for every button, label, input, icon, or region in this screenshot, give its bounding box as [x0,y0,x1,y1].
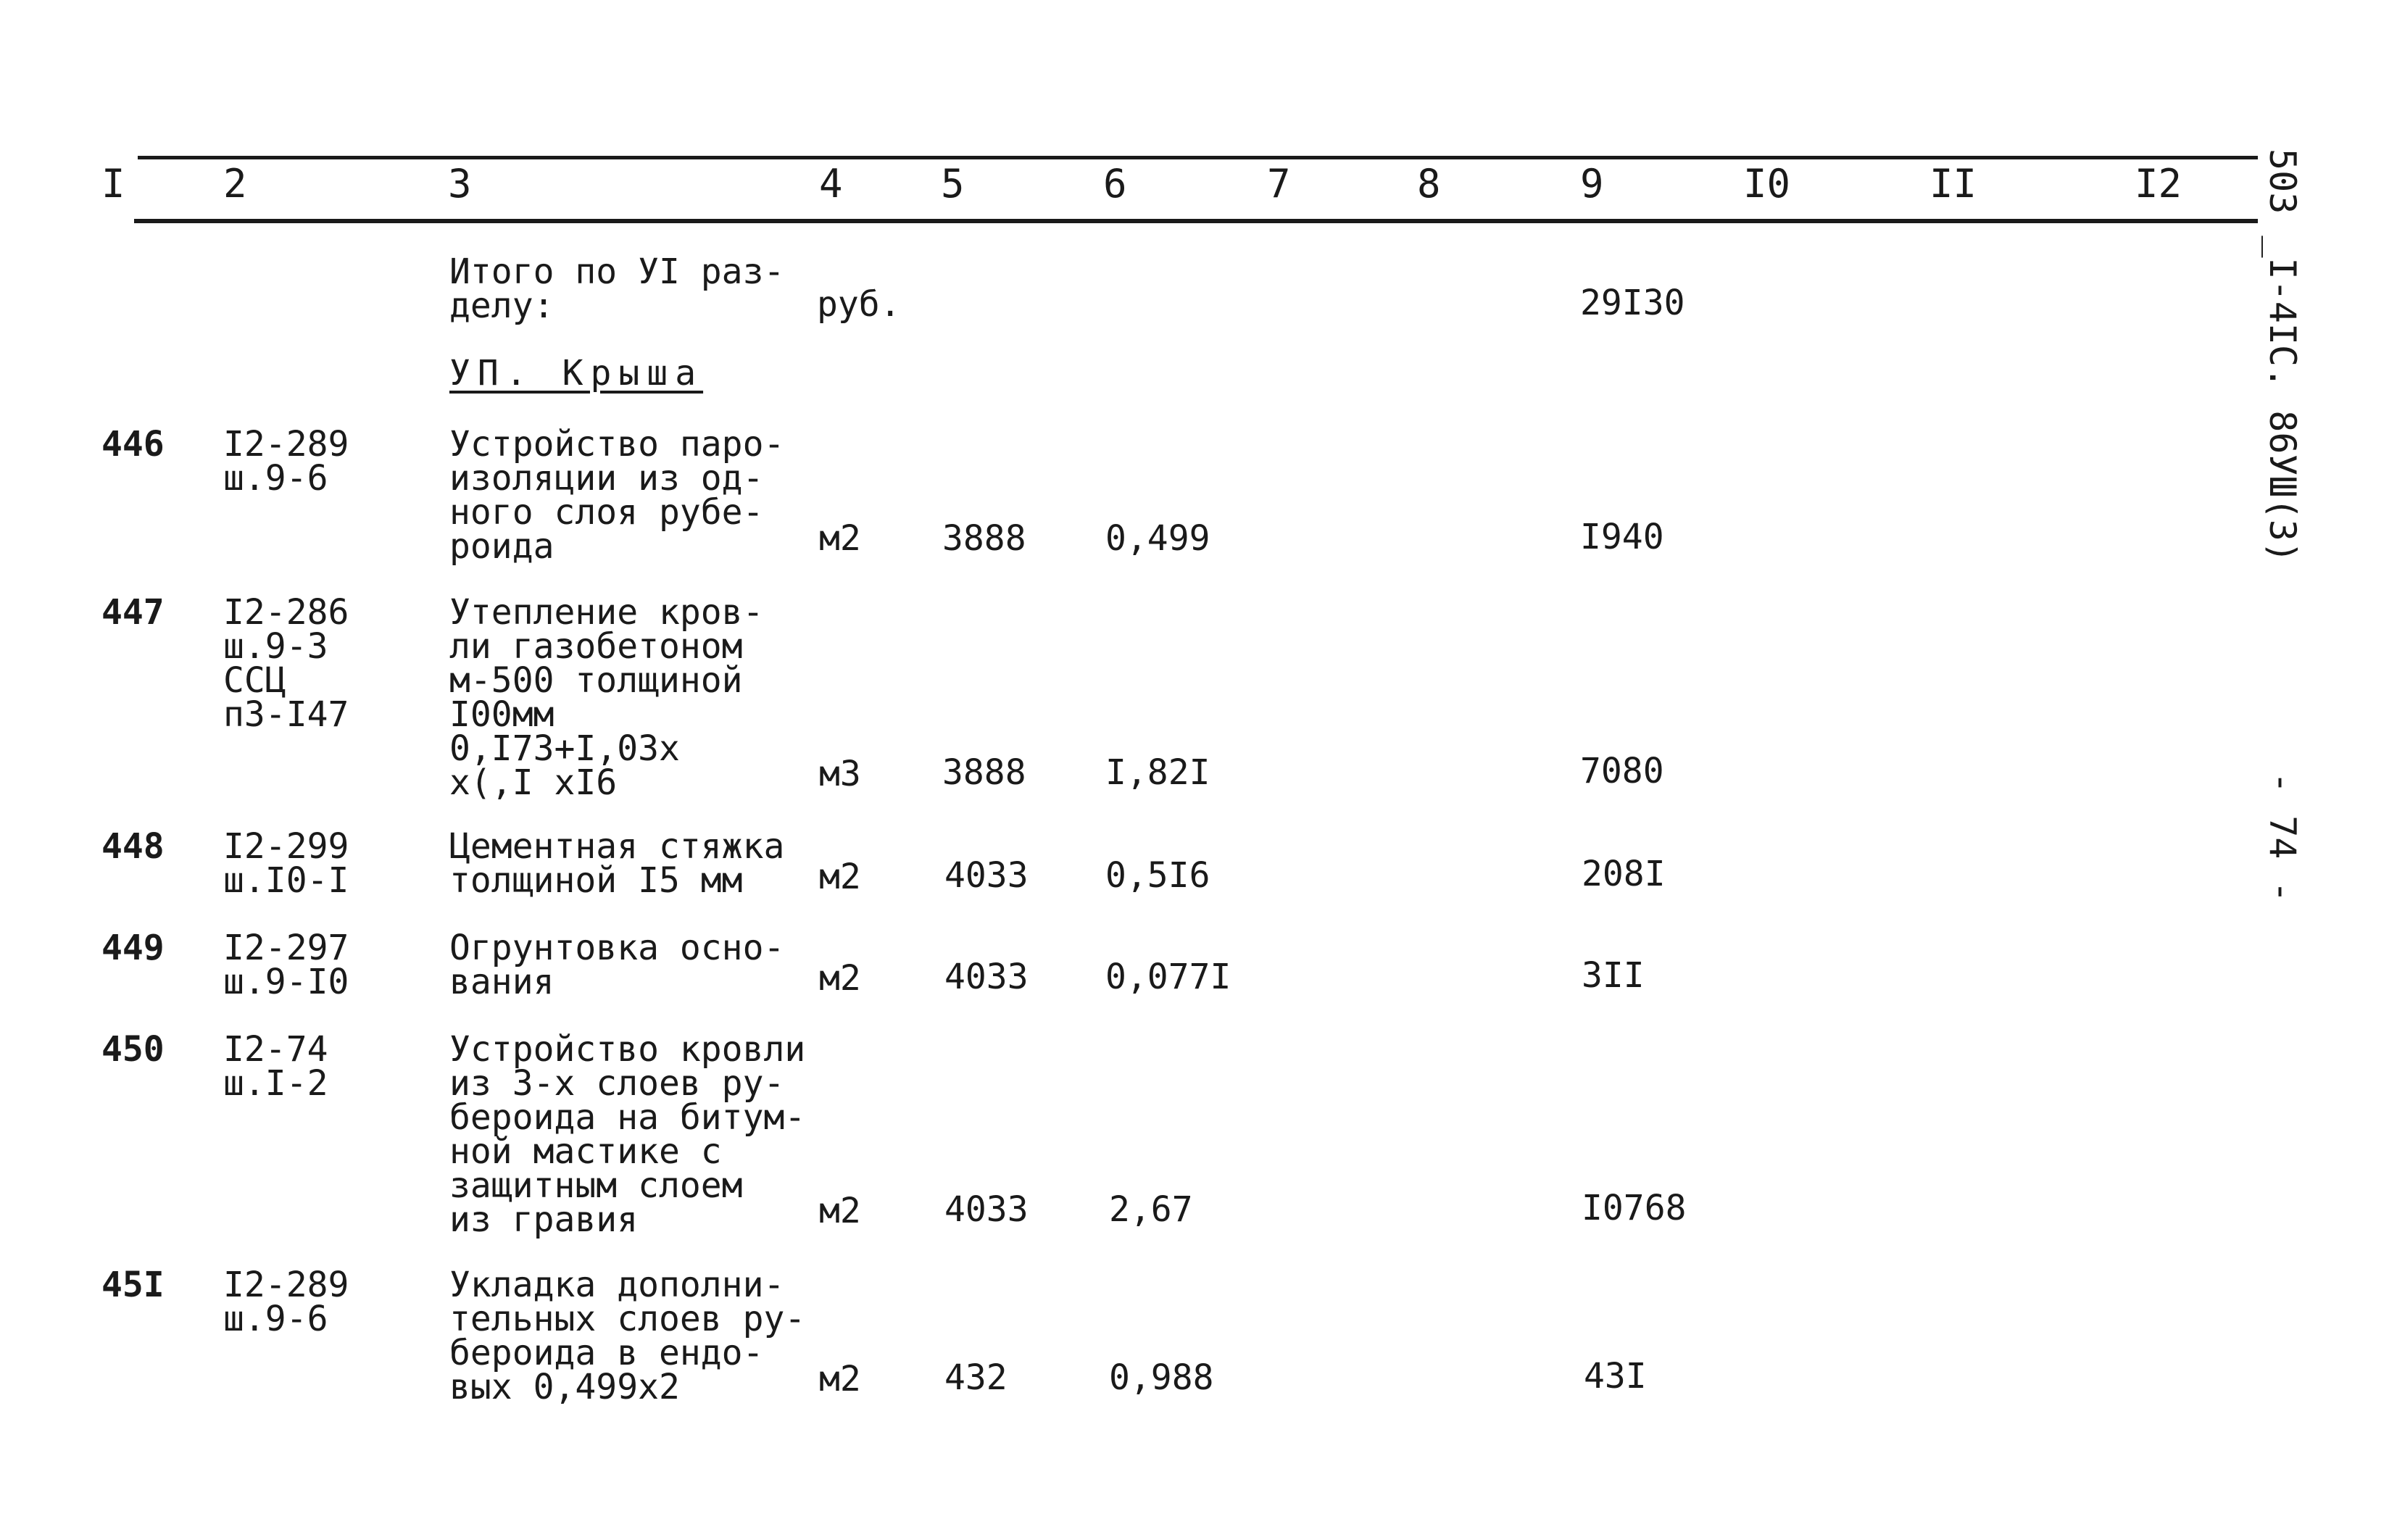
row-description: Устройство паро- изоляции из од- ного слоя рубе- роида [449,424,785,567]
header-col-12: I2 [2135,161,2182,207]
row-number: 448 [101,826,165,867]
row-total: I0768 [1582,1188,1687,1228]
row-unit: м2 [819,1191,861,1231]
subtotal-sum: 29I30 [1580,283,1685,323]
row-code: I2-286 ш.9-3 ССЦ п3-I47 [223,592,349,735]
row-quantity: 3888 [942,752,1026,793]
header-col-2: 2 [223,161,247,207]
row-code: I2-74 ш.I-2 [223,1029,328,1104]
header-col-9: 9 [1580,161,1604,207]
document-code: 503 _I-4IС. 86УШ(3) [2261,149,2303,563]
row-rate: 0,499 [1105,518,1210,559]
row-total: 3II [1582,955,1645,996]
page-number: - 74 - [2261,772,2303,903]
row-rate: 0,988 [1109,1357,1214,1398]
row-rate: 2,67 [1109,1189,1193,1230]
header-col-1: I [101,161,125,207]
row-rate: 0,077I [1105,957,1231,997]
row-description: Утепление кров- ли газобетоном м-500 толщиной I00мм 0,I73+I,03x x(,I xI6 [449,592,764,803]
row-number: 449 [101,928,165,968]
row-code: I2-289 ш.9-6 [223,1265,349,1339]
section-title: УП. Крыша [449,353,704,394]
row-description: Цементная стяжка толщиной I5 мм [449,826,785,901]
row-description: Устройство кровли из 3-х слоев ру- бероида на битум- ной мастике с защитным слоем из гравия [449,1029,806,1240]
header-col-10: I0 [1743,161,1791,207]
row-total: 208I [1582,854,1666,894]
header-col-3: 3 [448,161,472,207]
row-unit: м2 [819,958,861,999]
row-description: Укладка дополни- тельных слоев ру- бероида в ендо- вых 0,499х2 [449,1265,806,1407]
row-rate: 0,5I6 [1105,855,1210,896]
row-code: I2-289 ш.9-6 [223,424,349,499]
row-total: 7080 [1580,751,1664,791]
row-unit: м2 [819,518,861,559]
header-top-rule [138,156,2258,159]
row-description: Огрунтовка осно- вания [449,928,785,1002]
header-col-5: 5 [941,161,965,207]
header-col-4: 4 [819,161,843,207]
header-col-6: 6 [1103,161,1127,207]
header-col-8: 8 [1417,161,1441,207]
row-quantity: 432 [944,1357,1008,1398]
row-number: 447 [101,592,165,633]
row-number: 446 [101,424,165,465]
row-total: 43I [1584,1356,1647,1397]
row-unit: м2 [819,857,861,897]
subtotal-unit: руб. [817,284,901,325]
row-number: 450 [101,1029,165,1070]
subtotal-label: Итого по УI раз- делу: [449,251,785,326]
row-unit: м3 [819,754,861,794]
row-unit: м2 [819,1359,861,1399]
row-code: I2-297 ш.9-I0 [223,928,349,1002]
header-col-11: II [1929,161,1977,207]
row-code: I2-299 ш.I0-I [223,826,349,901]
row-quantity: 4033 [944,1189,1029,1230]
header-col-7: 7 [1267,161,1291,207]
row-quantity: 4033 [944,855,1029,896]
row-total: I940 [1580,517,1664,557]
header-bottom-rule [134,219,2258,223]
row-number: 45I [101,1265,165,1305]
row-quantity: 4033 [944,957,1029,997]
row-rate: I,82I [1105,752,1210,793]
row-quantity: 3888 [942,518,1026,559]
